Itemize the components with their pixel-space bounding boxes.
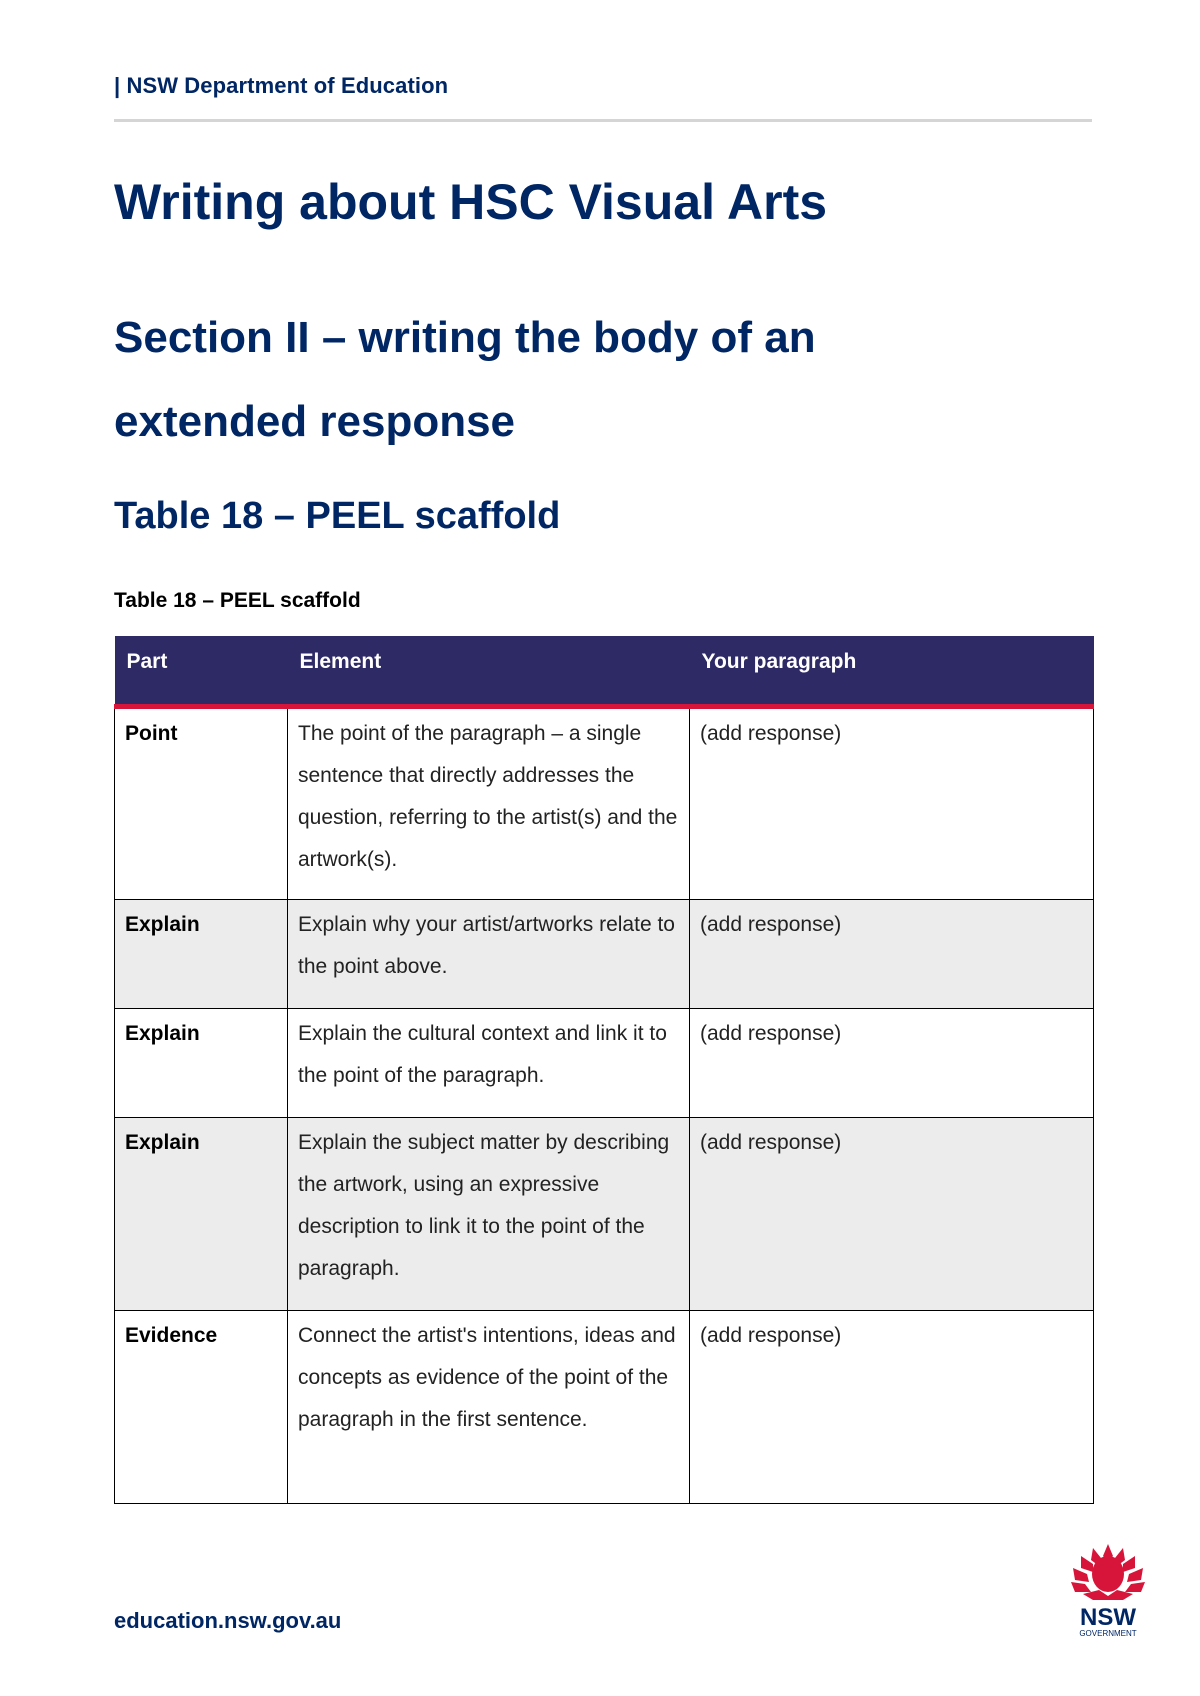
- logo-government-text: GOVERNMENT: [1079, 1629, 1137, 1638]
- table-header-row: [115, 636, 1094, 706]
- waratah-flower-icon: [1071, 1544, 1145, 1600]
- row-response[interactable]: (add response): [690, 706, 1094, 899]
- row-element: The point of the paragraph – a single sentence that directly addresses the question, referring to the artist(s) and the artwork(s).: [288, 706, 690, 899]
- table-row: [115, 1310, 1094, 1503]
- row-part: Point: [115, 706, 288, 899]
- row-part: Explain: [115, 1008, 288, 1117]
- section-title: Section II – writing the body of an extended response: [114, 313, 816, 446]
- table-row: [115, 1008, 1094, 1117]
- column-header-part: Part: [115, 636, 288, 706]
- nsw-government-logo: [1063, 1540, 1153, 1640]
- table-row: [115, 1117, 1094, 1310]
- row-element: Connect the artist's intentions, ideas and concepts as evidence of the point of the paragraph in the first sentence.: [288, 1310, 690, 1503]
- row-element: Explain the cultural context and link it to the point of the paragraph.: [288, 1008, 690, 1117]
- header-department: | NSW Department of Education: [114, 73, 449, 98]
- peel-scaffold-table: [114, 636, 1094, 1504]
- document-title: Writing about HSC Visual Arts: [114, 174, 828, 230]
- row-element: Explain why your artist/artworks relate to the point above.: [288, 899, 690, 1008]
- table-caption: Table 18 – PEEL scaffold: [114, 589, 361, 612]
- row-element: Explain the subject matter by describing the artwork, using an expressive description to link it to the point of the paragraph.: [288, 1117, 690, 1310]
- row-part: Explain: [115, 1117, 288, 1310]
- header-divider: [114, 119, 1092, 122]
- row-part: Evidence: [115, 1310, 288, 1503]
- table-row: [115, 899, 1094, 1008]
- column-header-your-paragraph: Your paragraph: [690, 636, 1094, 706]
- logo-nsw-text: NSW: [1080, 1604, 1136, 1631]
- row-response[interactable]: (add response): [690, 1117, 1094, 1310]
- footer-url[interactable]: education.nsw.gov.au: [114, 1608, 342, 1633]
- table-heading: Table 18 – PEEL scaffold: [114, 495, 561, 537]
- table-row: [115, 706, 1094, 899]
- row-response[interactable]: (add response): [690, 1310, 1094, 1503]
- column-header-element: Element: [288, 636, 690, 706]
- row-part: Explain: [115, 899, 288, 1008]
- row-response[interactable]: (add response): [690, 899, 1094, 1008]
- row-response[interactable]: (add response): [690, 1008, 1094, 1117]
